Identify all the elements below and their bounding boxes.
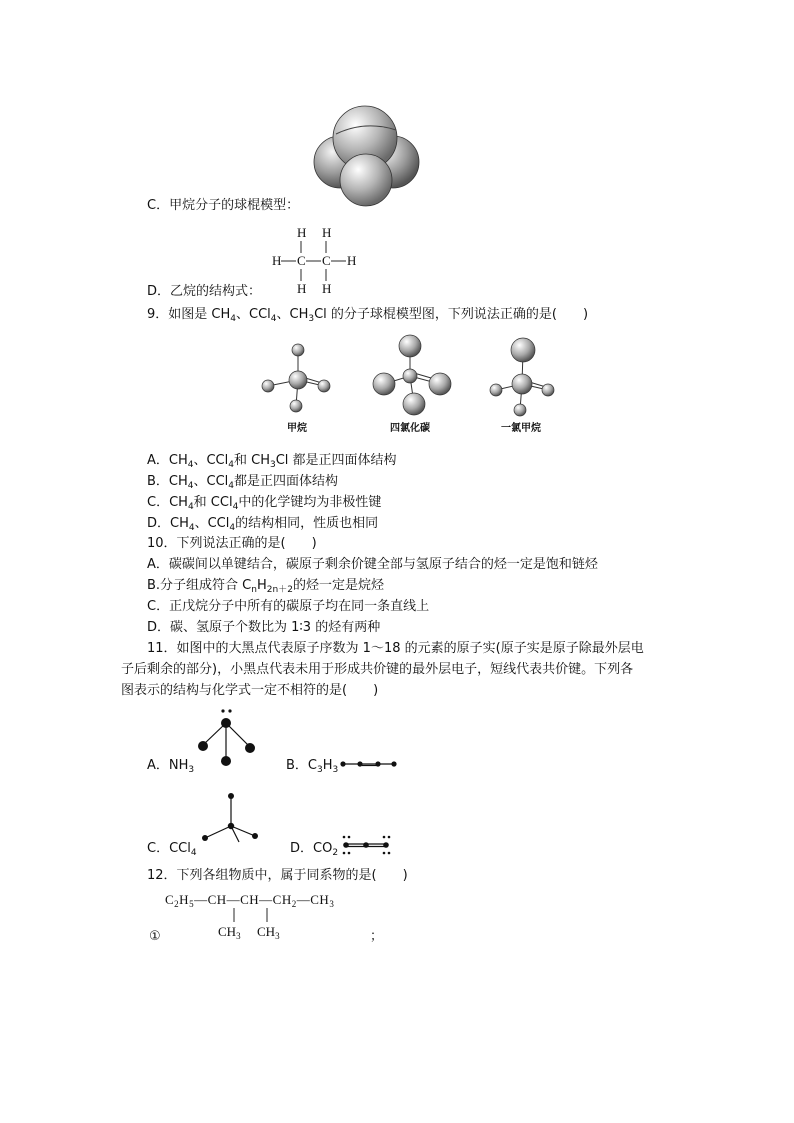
q11-option-d: D．$CO_2$: [290, 841, 339, 858]
formula-h: H: [297, 281, 307, 296]
formula-h: H: [322, 225, 332, 240]
q10-option-c: C．正戊烷分子中所有的碳原子均在同一条直线上: [147, 599, 430, 614]
q12-mark: ①: [149, 929, 161, 944]
q10-option-d: D．碳、氢原子个数比为 1∶3 的烃有两种: [147, 620, 381, 635]
formula-c: C: [297, 253, 306, 268]
formula-h: H: [297, 225, 307, 240]
q11-option-a: A．$NH_3$: [147, 758, 195, 775]
q12-branch-2: $CH_3$: [257, 924, 280, 941]
q8-option-c: C．甲烷分子的球棍模型：: [147, 198, 300, 213]
q12-semicolon: ；: [370, 929, 384, 944]
q9-stem: 9．如图是 $CH_4$、CCl$_4$、$CH_3Cl$ 的分子球棍模型图，下列说法正确的是( ): [147, 307, 589, 324]
q9-option-b: B．$CH_4$、CCl$_4$都是正四面体结构: [147, 474, 339, 491]
q9-option-c: C．$CH_4$和 CCl$_4$中的化学键均为非极性键: [147, 495, 382, 512]
q11-option-c: C．CCl$_4$: [147, 841, 197, 858]
formula-h: H: [347, 253, 357, 268]
formula-h: H: [322, 281, 332, 296]
q8-option-d: D．乙烷的结构式：: [147, 284, 262, 299]
q12-branch-1: $CH_3$: [218, 924, 241, 941]
q10-option-b: B.分子组成符合 $C_nH_{2n+2}$的烃一定是烷烃: [147, 578, 384, 595]
q9-option-a: A．$CH_4$、CCl$_4$和 $CH_3Cl$ 都是正四面体结构: [147, 453, 397, 470]
q11-option-b: B．$C_3H_3$: [286, 758, 339, 775]
caption-ch3cl: 一氯甲烷: [501, 423, 541, 434]
q9-option-d: D．$CH_4$、CCl$_4$的结构相同，性质也相同: [147, 516, 379, 533]
q10-option-a: A．碳碳间以单键结合，碳原子剩余价键全部与氢原子结合的烃一定是饱和链烃: [147, 557, 598, 572]
formula-c: C: [322, 253, 331, 268]
caption-ccl4: 四氯化碳: [390, 423, 430, 434]
q12-stem: 12．下列各组物质中，属于同系物的是( ): [147, 868, 408, 883]
formula-h: H: [272, 253, 282, 268]
q12-main-chain: $C_2H_5—CH—CH—CH_2—CH_3$: [165, 892, 335, 909]
caption-methane: 甲烷: [287, 423, 307, 434]
q11-stem-line1: 11．如图中的大黑点代表原子序数为 1～18 的元素的原子实(原子实是原子除最外层电: [147, 641, 644, 656]
q11-stem-line2: 子后剩余的部分)，小黑点代表未用于形成共价键的最外层电子，短线代表共价键。下列各: [121, 662, 634, 677]
q11-stem-line3: 图表示的结构与化学式一定不相符的是( ): [121, 683, 379, 698]
q10-stem: 10．下列说法正确的是( ): [147, 536, 317, 551]
